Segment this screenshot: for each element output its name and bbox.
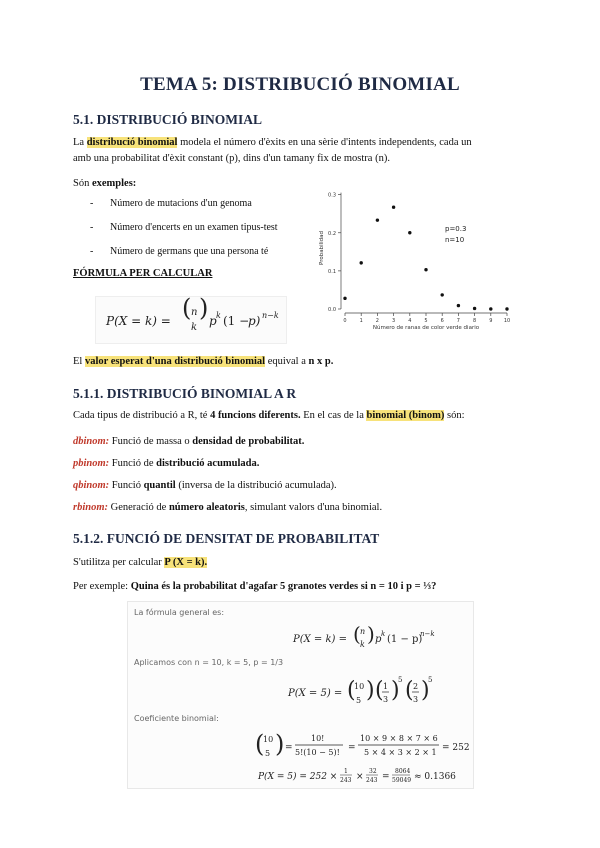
svg-text:P(X = k) =: P(X = k) =: [106, 314, 171, 328]
svg-text:P(X = k) =: P(X = k) =: [293, 634, 348, 645]
func-rbinom: rbinom: Generació de número aleatoris, simulant valors d'una binomial.: [73, 502, 383, 513]
svg-text:(: (: [347, 678, 356, 703]
y-tick-label: 0.3: [328, 192, 336, 199]
svg-text:(: (: [255, 730, 265, 758]
svg-text:1: 1: [383, 682, 389, 691]
formula-heading: FÓRMULA PER CALCULAR: [73, 268, 213, 279]
svg-text:5: 5: [356, 696, 362, 705]
x-axis-label: Número de ranas de color verde diario: [372, 325, 480, 331]
data-point: [489, 307, 492, 310]
y-axis-label: Probabilidad: [319, 230, 325, 266]
annotation-n: n=10: [445, 236, 465, 244]
svg-text:=: =: [285, 743, 293, 753]
example-question: Per exemple: Quina és la probabilitat d'agafar 5 granotes verdes si n = 10 i p = ⅓?: [73, 581, 437, 592]
example-label-1: La fórmula general es:: [134, 608, 225, 617]
worked-example-math: [128, 620, 473, 788]
svg-text:8064: 8064: [395, 768, 411, 775]
x-tick-label: 5: [424, 318, 428, 324]
svg-text:P(X = 5) =: P(X = 5) =: [288, 688, 343, 699]
y-tick-label: 0.1: [328, 268, 336, 275]
svg-text:): ): [366, 678, 375, 703]
intro-paragraph: La distribució binomial modela el número d'èxits en una sèrie d'intents independents, cada un amb una probabilitat d'èxit constant (p), dins d'un tamany fix de mostra (n).: [73, 137, 472, 164]
worked-example-image: [127, 601, 474, 789]
svg-text:): ): [275, 730, 285, 758]
example-item-1: Número de mutacions d'un genoma: [110, 198, 252, 209]
x-tick-label: 10: [503, 318, 511, 324]
func-qbinom: qbinom: Funció quantil (inversa de la distribució acumulada).: [73, 480, 337, 491]
svg-text:10 × 9 × 8 × 7 × 6: 10 × 9 × 8 × 7 × 6: [360, 734, 438, 743]
svg-text:(1 −: (1 −: [223, 314, 250, 328]
func-dbinom: dbinom: Funció de massa o densidad de probabilitat.: [73, 436, 305, 447]
page-title: TEMA 5: DISTRIBUCIÓ BINOMIAL: [140, 74, 460, 95]
svg-text:10: 10: [354, 682, 365, 691]
svg-text:243: 243: [366, 777, 378, 784]
formula-image: [95, 296, 287, 344]
data-point: [343, 297, 346, 300]
svg-text:(1 − p): (1 − p): [387, 634, 423, 645]
svg-text:10!: 10!: [311, 734, 325, 743]
svg-text:32: 32: [369, 768, 377, 775]
svg-text:(: (: [405, 678, 414, 703]
list-item: -: [90, 198, 94, 209]
example-label-3: Coeficiente binomial:: [134, 714, 219, 723]
svg-text:p: p: [209, 314, 217, 328]
svg-text:P(X = 5) = 252 ×: P(X = 5) = 252 ×: [258, 772, 338, 782]
func-pbinom: pbinom: Funció de distribució acumulada.: [73, 458, 260, 469]
data-point: [360, 261, 363, 264]
data-point: [408, 231, 411, 234]
svg-text:3: 3: [413, 695, 419, 704]
data-point: [392, 206, 395, 209]
svg-text:): ): [199, 297, 209, 322]
svg-text:k: k: [360, 640, 365, 649]
x-tick-label: 1: [359, 318, 363, 324]
svg-text:k: k: [381, 630, 386, 638]
example-item-3: Número de germans que una persona té: [110, 246, 269, 257]
svg-text:(: (: [375, 678, 384, 703]
chart-svg: [315, 177, 515, 337]
x-tick-label: 9: [489, 318, 493, 324]
data-point: [457, 304, 460, 307]
x-tick-label: 0: [343, 318, 347, 324]
annotation-p: p=0.3: [445, 225, 467, 233]
x-tick-label: 3: [392, 318, 396, 324]
svg-text:p): p): [248, 314, 261, 328]
list-item: -: [90, 246, 94, 257]
binomial-chart: [315, 177, 515, 337]
r-functions-intro: Cada tipus de distribució a R, té 4 funcions diferents. En el cas de la binomial (binom) són:: [73, 410, 465, 421]
data-point: [376, 218, 379, 221]
data-point: [473, 307, 476, 310]
svg-text:5: 5: [428, 676, 433, 684]
section-heading-5-1-2: 5.1.2. FUNCIÓ DE DENSITAT DE PROBABILITAT: [73, 531, 380, 546]
svg-text:): ): [391, 678, 400, 703]
svg-text:n: n: [360, 627, 366, 636]
data-point: [441, 293, 444, 296]
use-line: S'utilitza per calcular P (X = k).: [73, 557, 208, 568]
svg-text:10: 10: [263, 735, 274, 744]
svg-text:n: n: [191, 307, 198, 318]
svg-text:n−k: n−k: [420, 630, 435, 638]
formula-svg: [96, 297, 286, 343]
svg-text:n−k: n−k: [262, 311, 279, 320]
data-point: [505, 307, 508, 310]
example-label-2: Aplicamos con n = 10, k = 5, p = 1/3: [134, 658, 284, 667]
svg-text:p: p: [375, 634, 382, 645]
section-heading-5-1: 5.1. DISTRIBUCIÓ BINOMIAL: [73, 112, 263, 127]
svg-text:=: =: [382, 772, 390, 782]
svg-text:(: (: [353, 622, 361, 646]
section-heading-5-1-1: 5.1.1. DISTRIBUCIÓ BINOMIAL A R: [73, 386, 297, 401]
x-tick-label: 2: [375, 318, 379, 324]
svg-text:): ): [367, 622, 375, 646]
x-tick-label: 7: [456, 318, 460, 324]
svg-text:5: 5: [398, 676, 403, 684]
svg-text:5 × 4 × 3 × 2 × 1: 5 × 4 × 3 × 2 × 1: [364, 748, 437, 757]
x-tick-label: 8: [473, 318, 477, 324]
svg-text:k: k: [216, 311, 221, 320]
svg-text:k: k: [191, 322, 198, 333]
expected-value-line: El valor esperat d'una distribució binomial equival a n x p.: [73, 356, 334, 367]
list-item: -: [90, 222, 94, 233]
svg-text:59049: 59049: [392, 777, 412, 784]
svg-text:): ): [421, 678, 430, 703]
svg-text:=: =: [348, 743, 356, 753]
svg-text:5: 5: [265, 749, 271, 758]
svg-text:(: (: [182, 297, 192, 322]
svg-text:= 252: = 252: [442, 743, 470, 753]
svg-text:3: 3: [383, 695, 389, 704]
y-tick-label: 0.0: [328, 307, 336, 313]
svg-text:2: 2: [413, 682, 419, 691]
svg-text:243: 243: [340, 777, 352, 784]
svg-text:1: 1: [344, 768, 348, 775]
example-item-2: Número d'encerts en un examen tipus-test: [110, 222, 278, 233]
svg-text:5!(10 − 5)!: 5!(10 − 5)!: [295, 748, 340, 757]
svg-text:≈ 0.1366: ≈ 0.1366: [414, 772, 456, 782]
svg-text:×: ×: [356, 772, 364, 782]
data-point: [424, 268, 427, 271]
examples-label: Són exemples:: [73, 178, 137, 189]
x-tick-label: 4: [408, 318, 412, 324]
x-tick-label: 6: [440, 318, 444, 324]
y-tick-label: 0.2: [328, 230, 336, 237]
